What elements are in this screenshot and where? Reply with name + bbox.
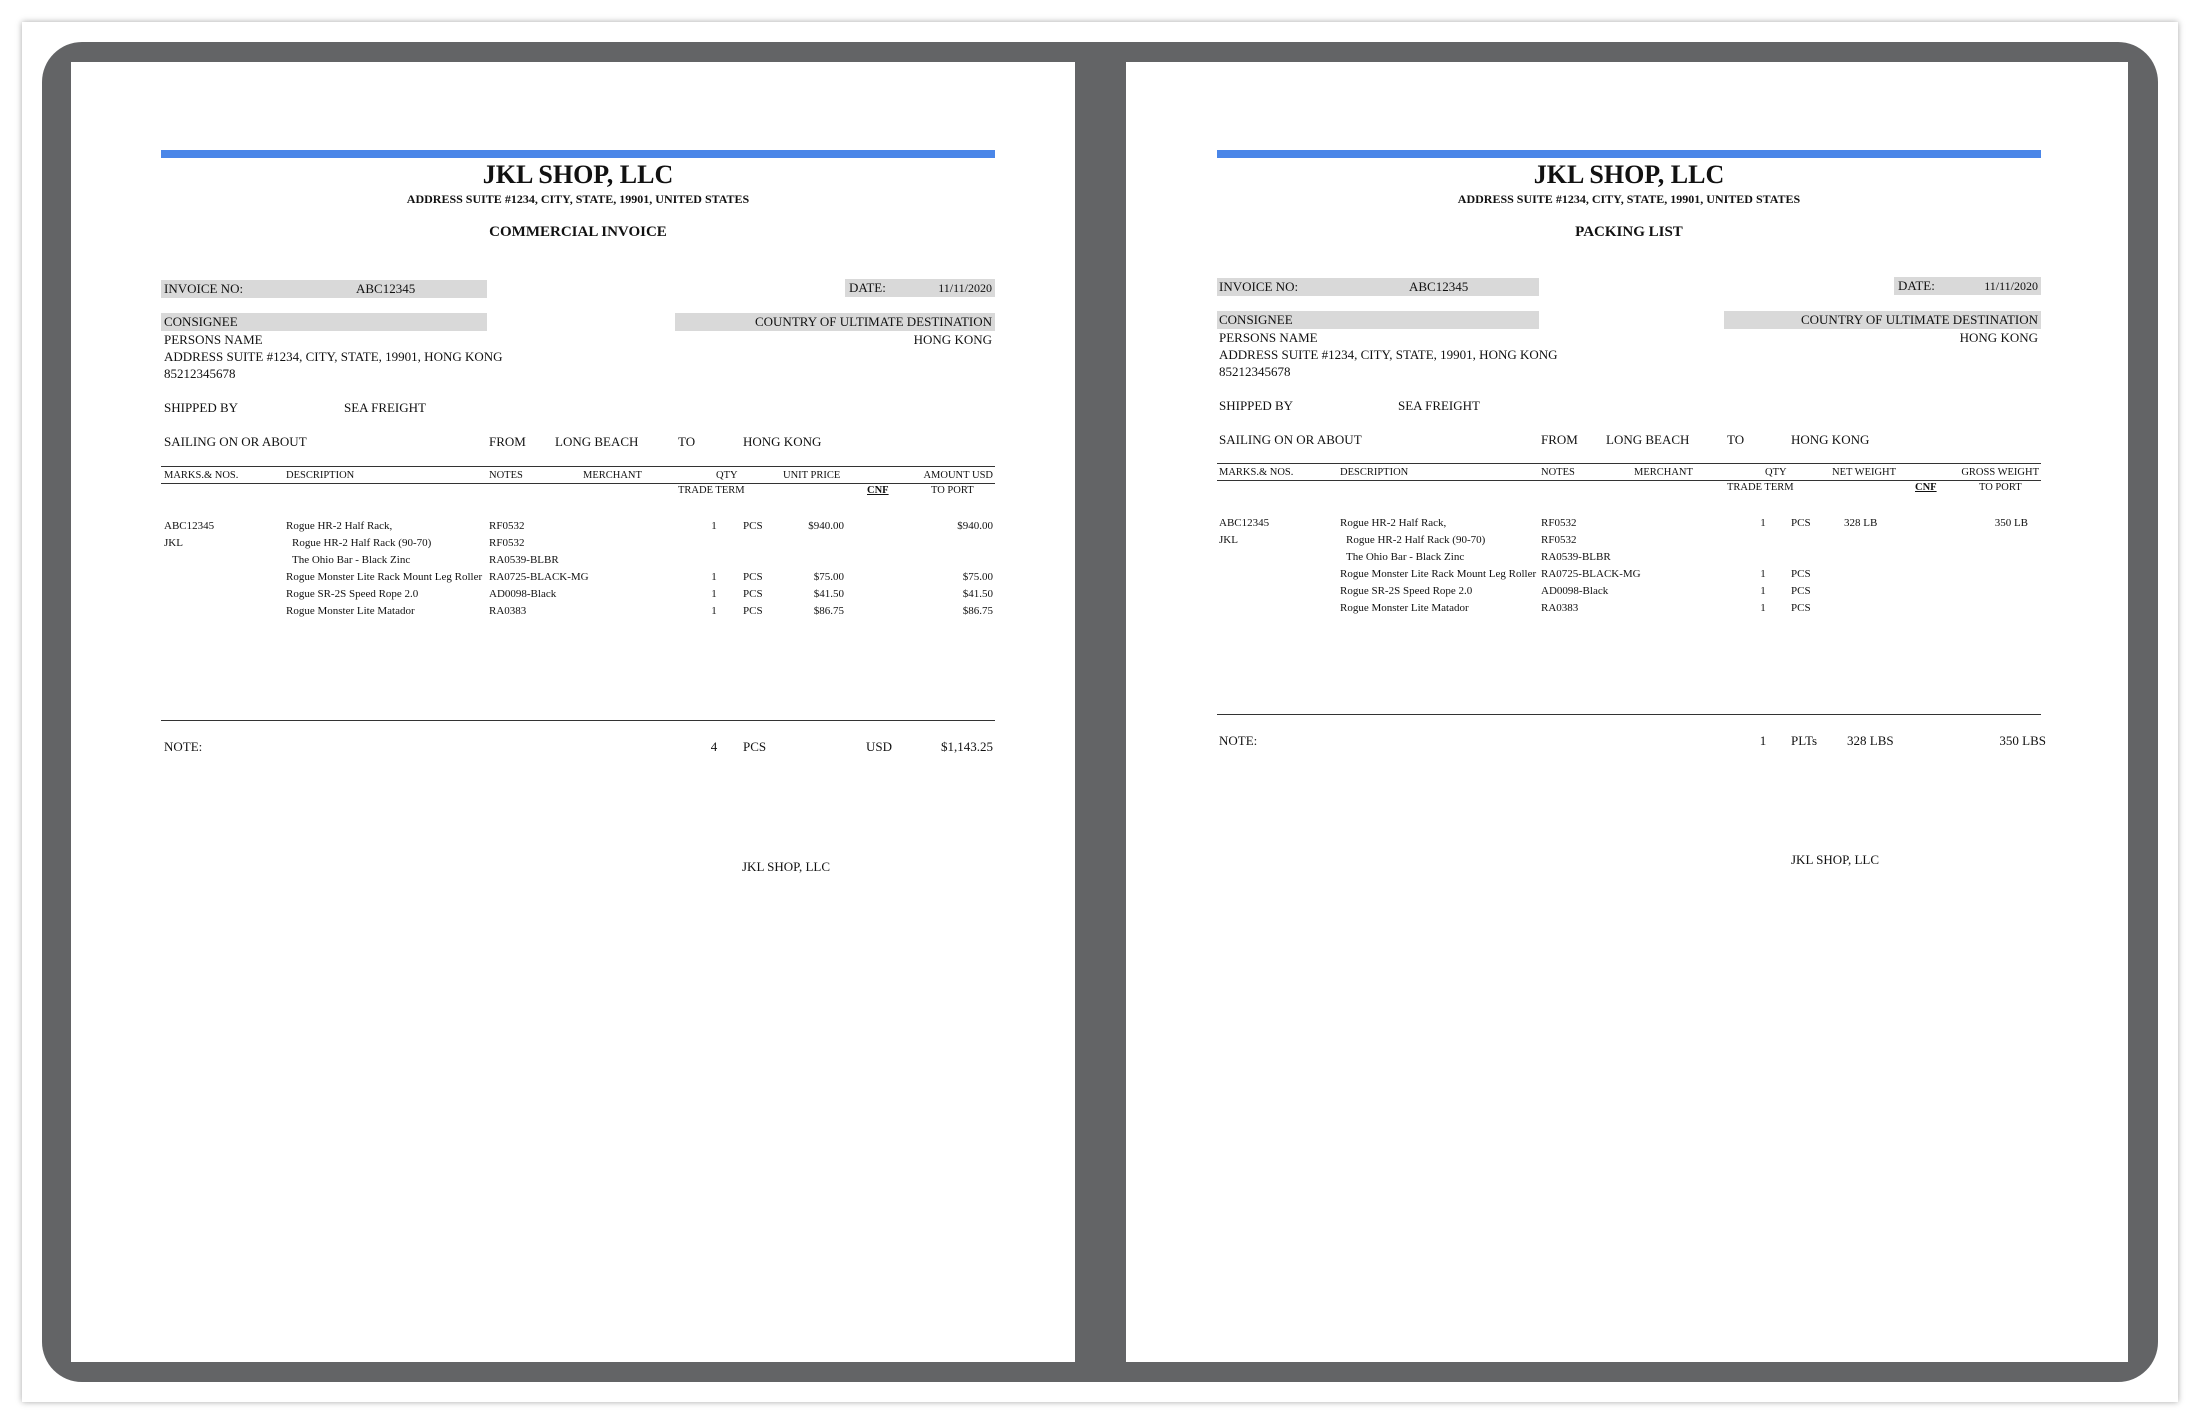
total-qty: 4 [710, 739, 718, 754]
row-amount: $940.00 [957, 520, 993, 532]
total-unit: PCS [743, 739, 767, 754]
row-notes: RA0539-BLBR [489, 554, 559, 566]
shipped-by-label: SHIPPED BY [1219, 398, 1294, 413]
consignee-phone: 85212345678 [1219, 364, 1291, 379]
packing-list-page [1126, 62, 2128, 1362]
row-notes: RA0383 [1541, 602, 1579, 614]
total-amount: $1,143.25 [941, 739, 993, 754]
header-trade-term: TRADE TERM [678, 485, 745, 496]
note-label: NOTE: [164, 739, 203, 754]
company-address: ADDRESS SUITE #1234, CITY, STATE, 19901, UNITED STATES [1457, 192, 1801, 206]
row-description: Rogue HR-2 Half Rack (90-70) [292, 537, 432, 549]
invoice-no-value: ABC12345 [1409, 279, 1469, 294]
header-description: DESCRIPTION [286, 470, 355, 481]
header-qty: QTY [1765, 467, 1787, 478]
header-net-weight: NET WEIGHT [1832, 467, 1897, 478]
row-description: Rogue Monster Lite Rack Mount Leg Roller [286, 571, 483, 583]
row-description: Rogue Monster Lite Rack Mount Leg Roller [1340, 568, 1537, 580]
company-name: JKL SHOP, LLC [1533, 160, 1725, 189]
row-unit: PCS [743, 588, 763, 600]
header-cnf: CNF [867, 485, 889, 496]
destination-value: HONG KONG [1959, 330, 2038, 345]
totals-rule [161, 720, 995, 721]
date-value: 11/11/2020 [1984, 279, 2038, 293]
invoice-no-value: ABC12345 [356, 281, 416, 296]
destination-label: COUNTRY OF ULTIMATE DESTINATION [754, 314, 992, 329]
row-qty: 1 [1760, 517, 1766, 529]
invoice-no-label: INVOICE NO: [1219, 279, 1299, 294]
header-merchant: MERCHANT [583, 470, 642, 481]
date-value: 11/11/2020 [938, 281, 992, 295]
row-description: Rogue Monster Lite Matador [1340, 602, 1469, 614]
consignee-label: CONSIGNEE [164, 314, 238, 329]
row-notes: AD0098-Black [1541, 585, 1609, 597]
company-name: JKL SHOP, LLC [482, 160, 674, 189]
total-gross-weight: 350 LBS [1999, 733, 2046, 748]
row-unit: PCS [743, 605, 763, 617]
sailing-label: SAILING ON OR ABOUT [164, 434, 307, 449]
row-description: Rogue Monster Lite Matador [286, 605, 415, 617]
destination-value: HONG KONG [913, 332, 992, 347]
row-qty: 1 [711, 588, 717, 600]
company-address: ADDRESS SUITE #1234, CITY, STATE, 19901, UNITED STATES [406, 192, 750, 206]
row-qty: 1 [1760, 585, 1766, 597]
row-qty: 1 [711, 571, 717, 583]
row-unit: PCS [1791, 517, 1811, 529]
document-title: PACKING LIST [1575, 224, 1683, 240]
signature-company: JKL SHOP, LLC [742, 859, 831, 874]
header-rule [1217, 480, 2041, 481]
shipped-by-value: SEA FREIGHT [1398, 398, 1480, 413]
row-qty: 1 [1760, 568, 1766, 580]
to-label: TO [678, 434, 696, 449]
total-qty: 1 [1759, 733, 1767, 748]
row-unit-price: $86.75 [813, 605, 844, 617]
row-unit: PCS [743, 520, 763, 532]
header-amount: AMOUNT USD [923, 470, 993, 481]
row-description: The Ohio Bar - Black Zinc [292, 554, 411, 566]
row-unit: PCS [1791, 602, 1811, 614]
header-merchant: MERCHANT [1634, 467, 1693, 478]
header-cnf: CNF [1915, 482, 1937, 493]
marks-line-2: JKL [164, 537, 183, 549]
total-unit: PLTs [1791, 733, 1818, 748]
from-label: FROM [489, 434, 526, 449]
sailing-label: SAILING ON OR ABOUT [1219, 432, 1362, 447]
table-top-rule [161, 466, 995, 467]
header-qty: QTY [716, 470, 738, 481]
header-accent-bar [161, 150, 995, 158]
row-description: Rogue HR-2 Half Rack (90-70) [1346, 534, 1486, 546]
row-unit-price: $940.00 [808, 520, 844, 532]
shipped-by-value: SEA FREIGHT [344, 400, 426, 415]
marks-line-1: ABC12345 [164, 520, 215, 532]
from-value: LONG BEACH [1606, 432, 1690, 447]
row-description: Rogue SR-2S Speed Rope 2.0 [286, 588, 419, 600]
row-qty: 1 [711, 605, 717, 617]
consignee-name: PERSONS NAME [1219, 330, 1318, 345]
consignee-address: ADDRESS SUITE #1234, CITY, STATE, 19901, HONG KONG [1219, 347, 1558, 362]
row-unit-price: $41.50 [813, 588, 844, 600]
header-unit-price: UNIT PRICE [783, 470, 841, 481]
row-description: Rogue SR-2S Speed Rope 2.0 [1340, 585, 1473, 597]
note-label: NOTE: [1219, 733, 1258, 748]
row-notes: RF0532 [489, 537, 525, 549]
consignee-address: ADDRESS SUITE #1234, CITY, STATE, 19901, HONG KONG [164, 349, 503, 364]
row-notes: RF0532 [1541, 534, 1577, 546]
table-top-rule [1217, 463, 2041, 464]
totals-rule [1217, 714, 2041, 715]
row-notes: AD0098-Black [489, 588, 557, 600]
row-notes: RA0725-BLACK-MG [489, 571, 589, 583]
row-amount: $75.00 [962, 571, 993, 583]
row-unit: PCS [1791, 585, 1811, 597]
row-amount: $86.75 [962, 605, 993, 617]
row-unit: PCS [743, 571, 763, 583]
header-notes: NOTES [489, 470, 523, 481]
row-description: The Ohio Bar - Black Zinc [1346, 551, 1465, 563]
row-amount: $41.50 [962, 588, 993, 600]
row-notes: RA0383 [489, 605, 527, 617]
header-to-port: TO PORT [931, 485, 974, 496]
row-gross-weight: 350 LB [1994, 517, 2028, 529]
date-label: DATE: [849, 280, 886, 295]
row-notes: RF0532 [1541, 517, 1577, 529]
to-value: HONG KONG [1791, 432, 1870, 447]
signature-company: JKL SHOP, LLC [1791, 852, 1880, 867]
to-value: HONG KONG [743, 434, 822, 449]
row-net-weight: 328 LB [1844, 517, 1878, 529]
row-description: Rogue HR-2 Half Rack, [286, 520, 393, 532]
header-description: DESCRIPTION [1340, 467, 1409, 478]
row-notes: RF0532 [489, 520, 525, 532]
row-notes: RA0539-BLBR [1541, 551, 1611, 563]
header-accent-bar [1217, 150, 2041, 158]
document-title: COMMERCIAL INVOICE [489, 224, 667, 240]
header-marks: MARKS.& NOS. [164, 470, 239, 481]
shipped-by-label: SHIPPED BY [164, 400, 239, 415]
row-description: Rogue HR-2 Half Rack, [1340, 517, 1447, 529]
from-value: LONG BEACH [555, 434, 639, 449]
header-to-port: TO PORT [1979, 482, 2022, 493]
from-label: FROM [1541, 432, 1578, 447]
date-label: DATE: [1898, 278, 1935, 293]
header-trade-term: TRADE TERM [1727, 482, 1794, 493]
destination-label: COUNTRY OF ULTIMATE DESTINATION [1800, 312, 2038, 327]
invoice-no-label: INVOICE NO: [164, 281, 244, 296]
to-label: TO [1727, 432, 1745, 447]
consignee-name: PERSONS NAME [164, 332, 263, 347]
header-rule [161, 483, 995, 484]
consignee-phone: 85212345678 [164, 366, 236, 381]
commercial-invoice-page [71, 62, 1075, 1362]
row-qty: 1 [711, 520, 717, 532]
row-unit-price: $75.00 [813, 571, 844, 583]
header-notes: NOTES [1541, 467, 1575, 478]
marks-line-2: JKL [1219, 534, 1238, 546]
total-currency: USD [866, 739, 893, 754]
marks-line-1: ABC12345 [1219, 517, 1270, 529]
row-notes: RA0725-BLACK-MG [1541, 568, 1641, 580]
row-qty: 1 [1760, 602, 1766, 614]
row-unit: PCS [1791, 568, 1811, 580]
header-marks: MARKS.& NOS. [1219, 467, 1294, 478]
header-gross-weight: GROSS WEIGHT [1961, 467, 2039, 478]
total-net-weight: 328 LBS [1847, 733, 1894, 748]
consignee-label: CONSIGNEE [1219, 312, 1293, 327]
